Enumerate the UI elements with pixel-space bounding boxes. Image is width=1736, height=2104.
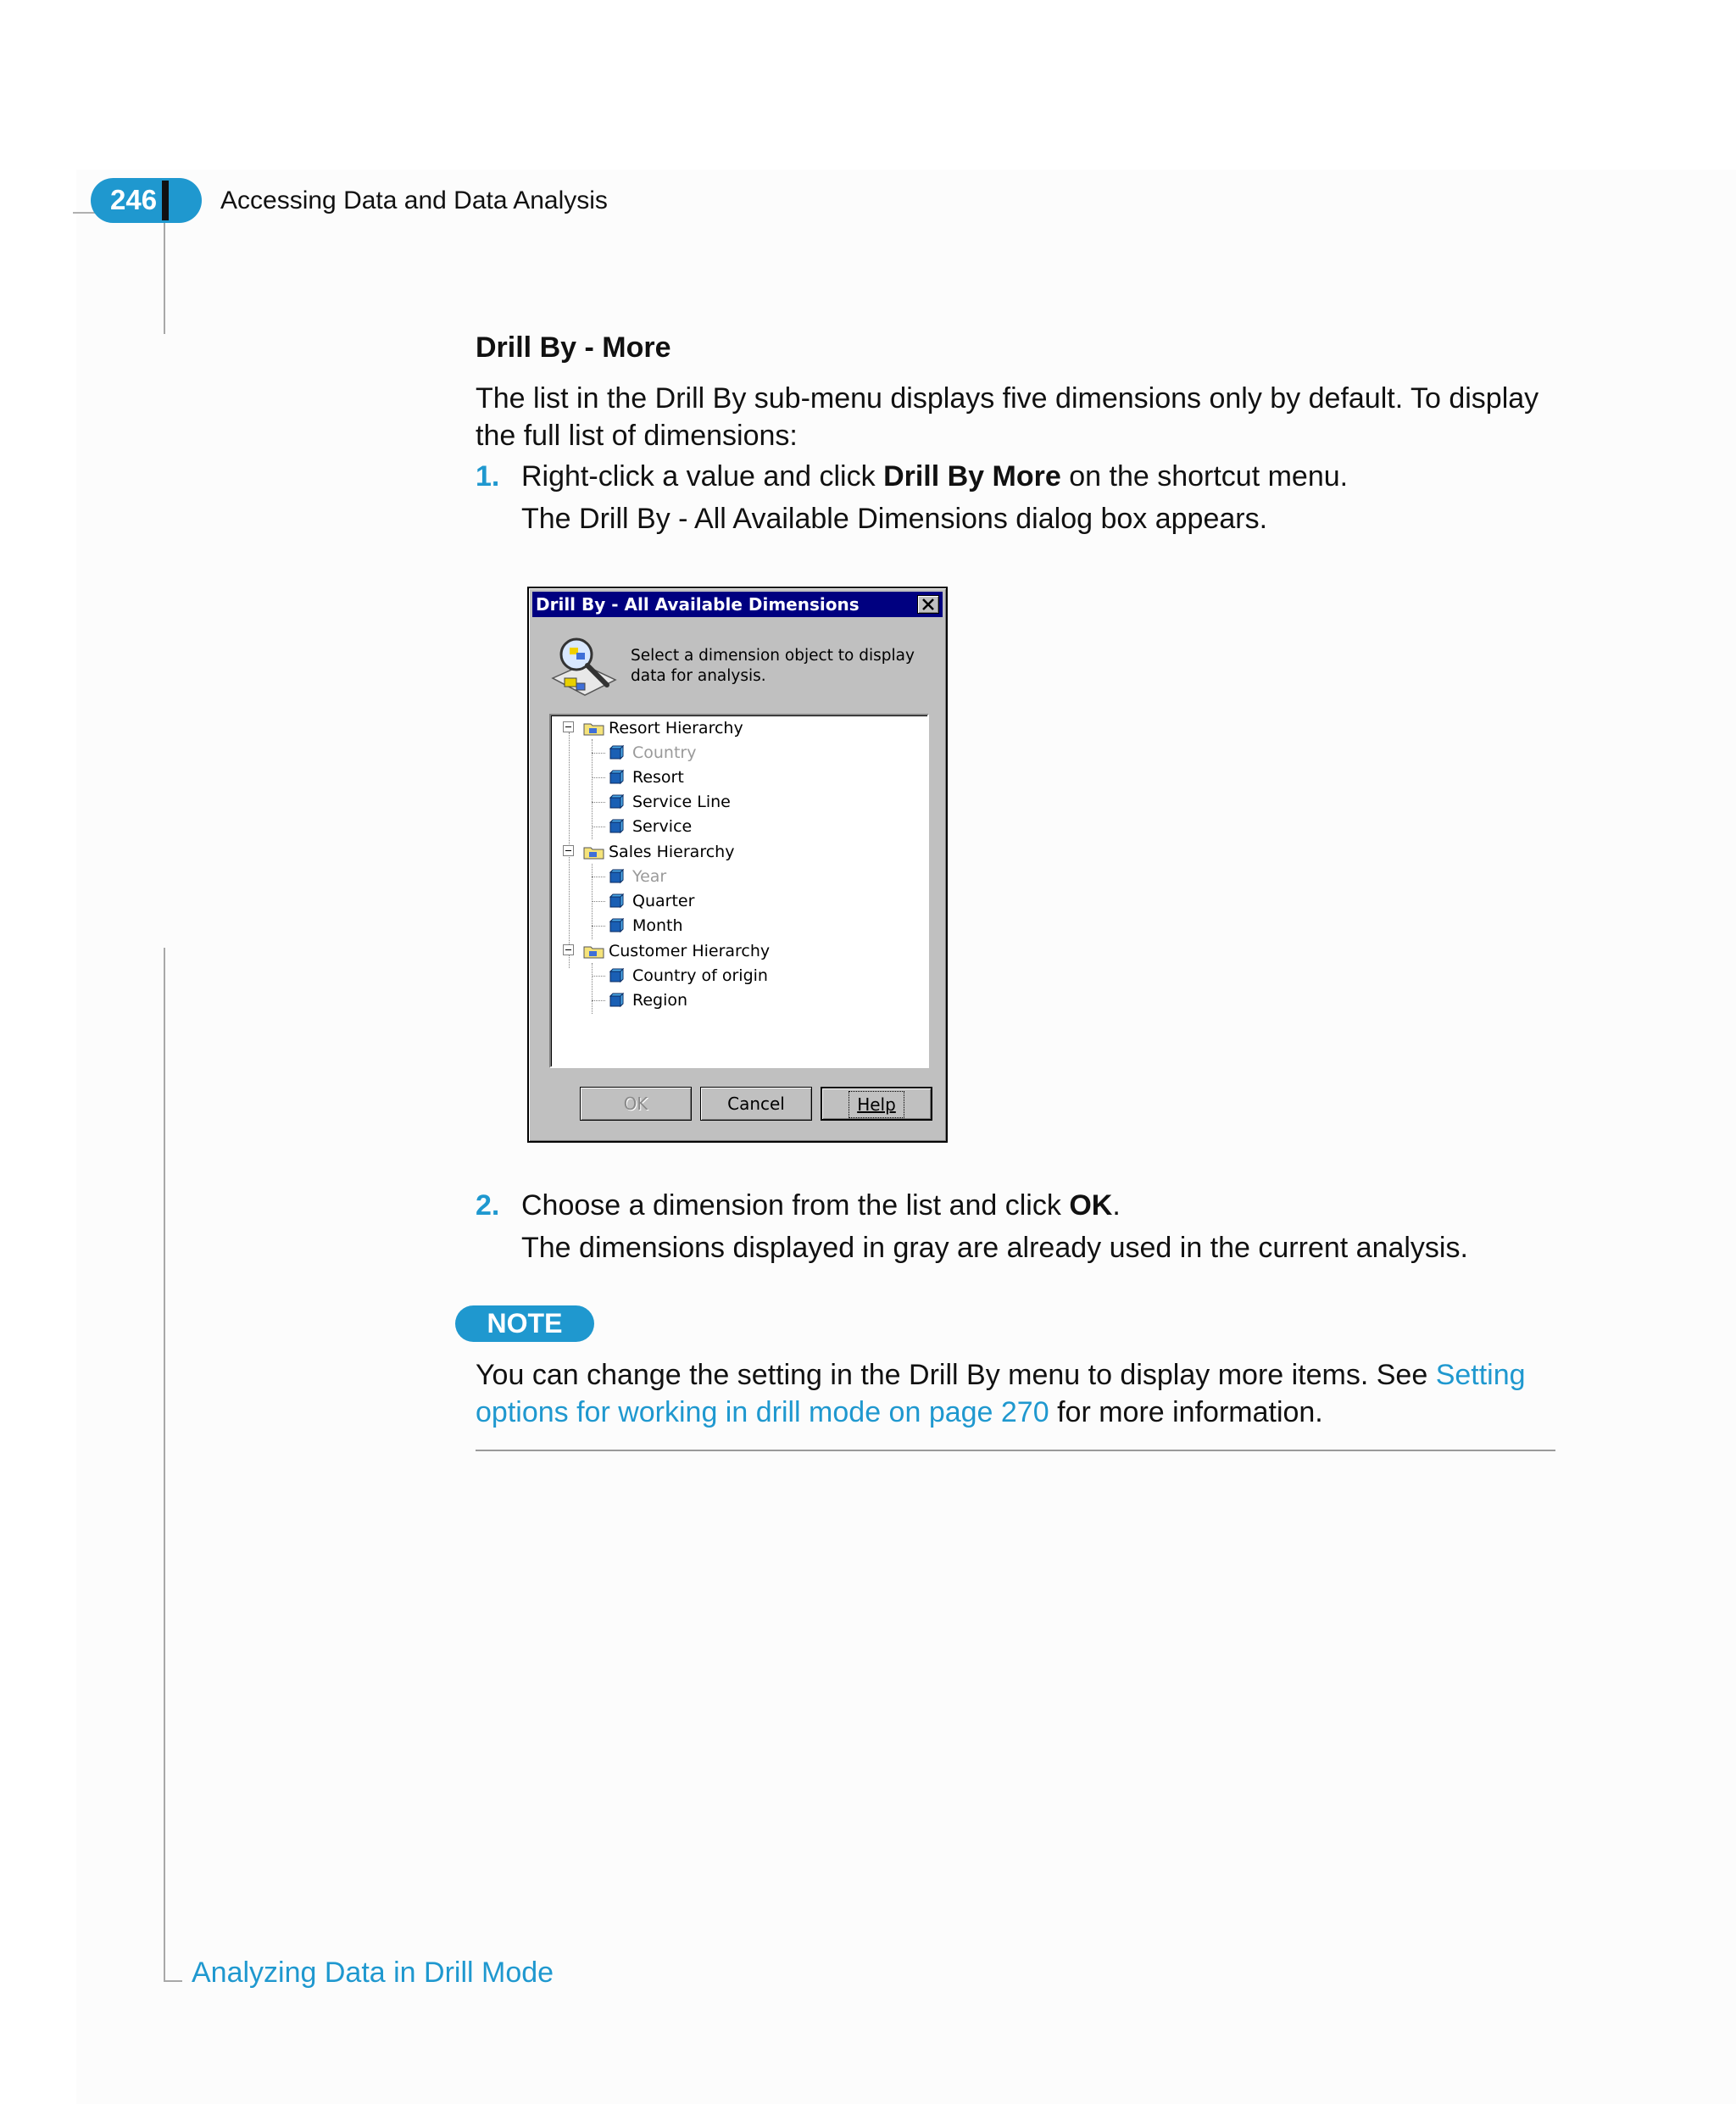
cross-reference-link[interactable]: Setting options for working in drill mode on page 270	[476, 1359, 1526, 1428]
dimension-cube-icon	[607, 794, 624, 810]
ok-button[interactable]: OK	[580, 1087, 692, 1121]
step-number: 2.	[476, 1189, 500, 1222]
footer-chapter-title: Analyzing Data in Drill Mode	[192, 1956, 554, 1989]
running-head: Accessing Data and Data Analysis	[220, 186, 608, 214]
tree-connector	[592, 753, 605, 754]
hierarchy-folder-icon	[583, 721, 605, 736]
dialog-title: Drill By - All Available Dimensions	[536, 594, 860, 615]
step-result: The dimensions displayed in gray are already used in the current analysis.	[521, 1232, 1468, 1264]
intro-paragraph: The list in the Drill By sub-menu displays five dimensions only by default. To display the full list of dimensions:	[476, 382, 1539, 452]
close-button[interactable]	[917, 595, 939, 614]
hierarchy-folder-icon	[583, 844, 605, 860]
dimension-cube-icon	[607, 968, 624, 983]
cancel-button[interactable]: Cancel	[700, 1087, 812, 1121]
step-number: 1.	[476, 460, 500, 493]
tree-connector	[592, 963, 593, 1014]
footer-rule	[164, 1980, 182, 1982]
dimension-cube-icon	[607, 819, 624, 834]
step-result: The Drill By - All Available Dimensions dialog box appears.	[521, 503, 1268, 535]
margin-rule-top	[164, 215, 165, 334]
tree-connector	[592, 901, 605, 902]
step-text: Right-click a value and click Drill By More on the shortcut menu.	[521, 460, 1349, 493]
tree-connector	[592, 739, 593, 839]
dimension-cube-icon	[607, 869, 624, 884]
drill-by-dialog	[527, 587, 948, 1143]
page-number-marker	[162, 181, 169, 220]
page-number: 246	[110, 184, 158, 215]
note-badge: NOTE	[455, 1305, 594, 1342]
section-title: Drill By - More	[476, 331, 671, 364]
collapse-toggle[interactable]	[563, 845, 574, 856]
margin-rule-bottom	[164, 948, 165, 1982]
tree-connector	[592, 802, 605, 803]
hierarchy-folder-icon	[583, 943, 605, 959]
step-text: Choose a dimension from the list and click OK.	[521, 1189, 1121, 1222]
dimension-cube-icon	[607, 893, 624, 909]
dimension-cube-icon	[607, 993, 624, 1008]
close-icon	[922, 598, 934, 610]
dialog-instruction: Select a dimension object to display data for analysis.	[631, 647, 915, 685]
dimension-cube-icon	[607, 745, 624, 760]
dimension-tree[interactable]: Resort Hierarchy Country Resort Service Line Service Sales Hierarchy Year Quarter Month Customer Hierarchy Country of origin Region	[549, 714, 929, 1068]
collapse-toggle[interactable]	[563, 944, 574, 955]
help-button[interactable]: Help	[821, 1087, 932, 1121]
note-rule	[476, 1450, 1555, 1451]
tree-connector	[592, 777, 605, 778]
note-text: You can change the setting in the Drill By menu to display more items. See Setting options for working in drill mode on page 270 for more information.	[476, 1359, 1526, 1428]
tree-connector	[592, 926, 605, 927]
dimension-cube-icon	[607, 770, 624, 785]
magnifier-icon	[548, 636, 620, 699]
tree-connector	[592, 976, 605, 977]
dialog-title-bar	[532, 592, 943, 617]
collapse-toggle[interactable]	[563, 721, 574, 732]
tree-connector	[592, 1000, 605, 1001]
dimension-cube-icon	[607, 918, 624, 933]
